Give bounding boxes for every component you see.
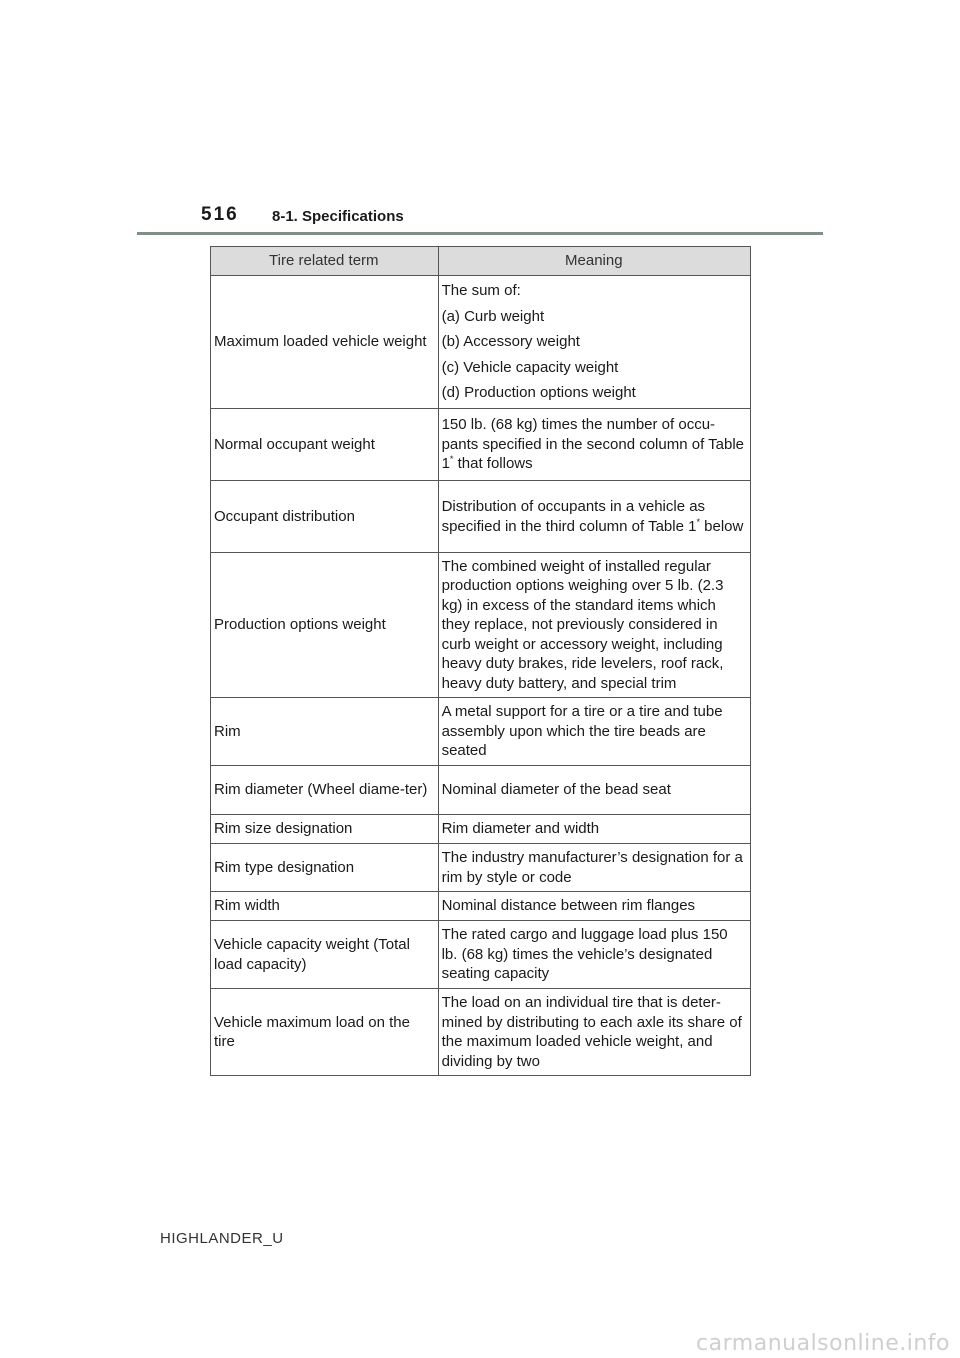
column-header-term: Tire related term [211,247,439,276]
footnote-marker: * [449,454,454,465]
term-cell: Rim [211,698,439,766]
meaning-text-tail: below [699,517,744,535]
table-row [211,989,751,1076]
term-cell: Rim diameter (Wheel diame-ter) [211,766,439,815]
table-row [211,409,751,481]
meaning-line: (a) Curb weight [441,307,545,325]
term-cell: Vehicle maximum load on the tire [211,989,439,1076]
meaning-cell [438,409,750,481]
term-cell: Production options weight [211,553,439,698]
footnote-marker: * [696,516,700,527]
term-cell: Rim size designation [211,815,439,844]
footer-model-name: HIGHLANDER_U [160,1230,284,1247]
table-row [211,481,751,553]
tire-terms-table [210,246,751,1076]
meaning-cell [438,276,750,409]
meaning-line: (d) Production options weight [441,384,636,402]
meaning-cell: Rim diameter and width [438,815,750,844]
meaning-text: Distribution of occupants in a vehicle as specified in the third column of Table 1 [441,498,706,535]
table-row [211,892,751,921]
term-cell: Rim type designation [211,844,439,892]
meaning-cell [438,481,750,553]
meaning-cell: Nominal distance between rim flanges [438,892,750,921]
table-row [211,815,751,844]
meaning-text-tail: that follows [453,455,533,473]
watermark-text: carmanualsonline.info [696,1331,950,1356]
table-header-row [211,247,751,276]
meaning-cell: Nominal diameter of the bead seat [438,766,750,815]
section-title: 8-1. Specifications [272,208,404,225]
table-row [211,921,751,989]
table-row [211,276,751,409]
table-row [211,553,751,698]
meaning-cell: The combined weight of installed regular production options weighing over 5 lb. (2.3 kg) in excess of the standard items which they replace, not previously considered in curb weight or accessory weight, including heavy duty brakes, ride levelers, roof rack, heavy duty battery, and special trim [438,553,750,698]
meaning-cell: The industry manufacturer’s designation for a rim by style or code [438,844,750,892]
term-cell: Rim width [211,892,439,921]
term-cell: Maximum loaded vehicle weight [211,276,439,409]
term-cell: Vehicle capacity weight (Total load capacity) [211,921,439,989]
table-row [211,698,751,766]
meaning-text: 150 lb. (68 kg) times the number of occu-pants specified in the second column of Table 1 [441,416,744,473]
meaning-line: (c) Vehicle capacity weight [441,358,619,376]
header-rule [137,232,823,235]
meaning-line: (b) Accessory weight [441,333,580,351]
term-cell: Normal occupant weight [211,409,439,481]
term-cell: Occupant distribution [211,481,439,553]
table-row [211,844,751,892]
column-header-meaning: Meaning [438,247,750,276]
meaning-line: The sum of: [441,282,521,300]
meaning-cell: A metal support for a tire or a tire and tube assembly upon which the tire beads are seated [438,698,750,766]
table-row [211,766,751,815]
watermark-bar [0,1329,960,1358]
meaning-cell: The rated cargo and luggage load plus 150 lb. (68 kg) times the vehicle’s designated seating capacity [438,921,750,989]
meaning-cell: The load on an individual tire that is deter-mined by distributing to each axle its share of the maximum loaded vehicle weight, and dividing by two [438,989,750,1076]
page-number: 516 [201,204,239,225]
